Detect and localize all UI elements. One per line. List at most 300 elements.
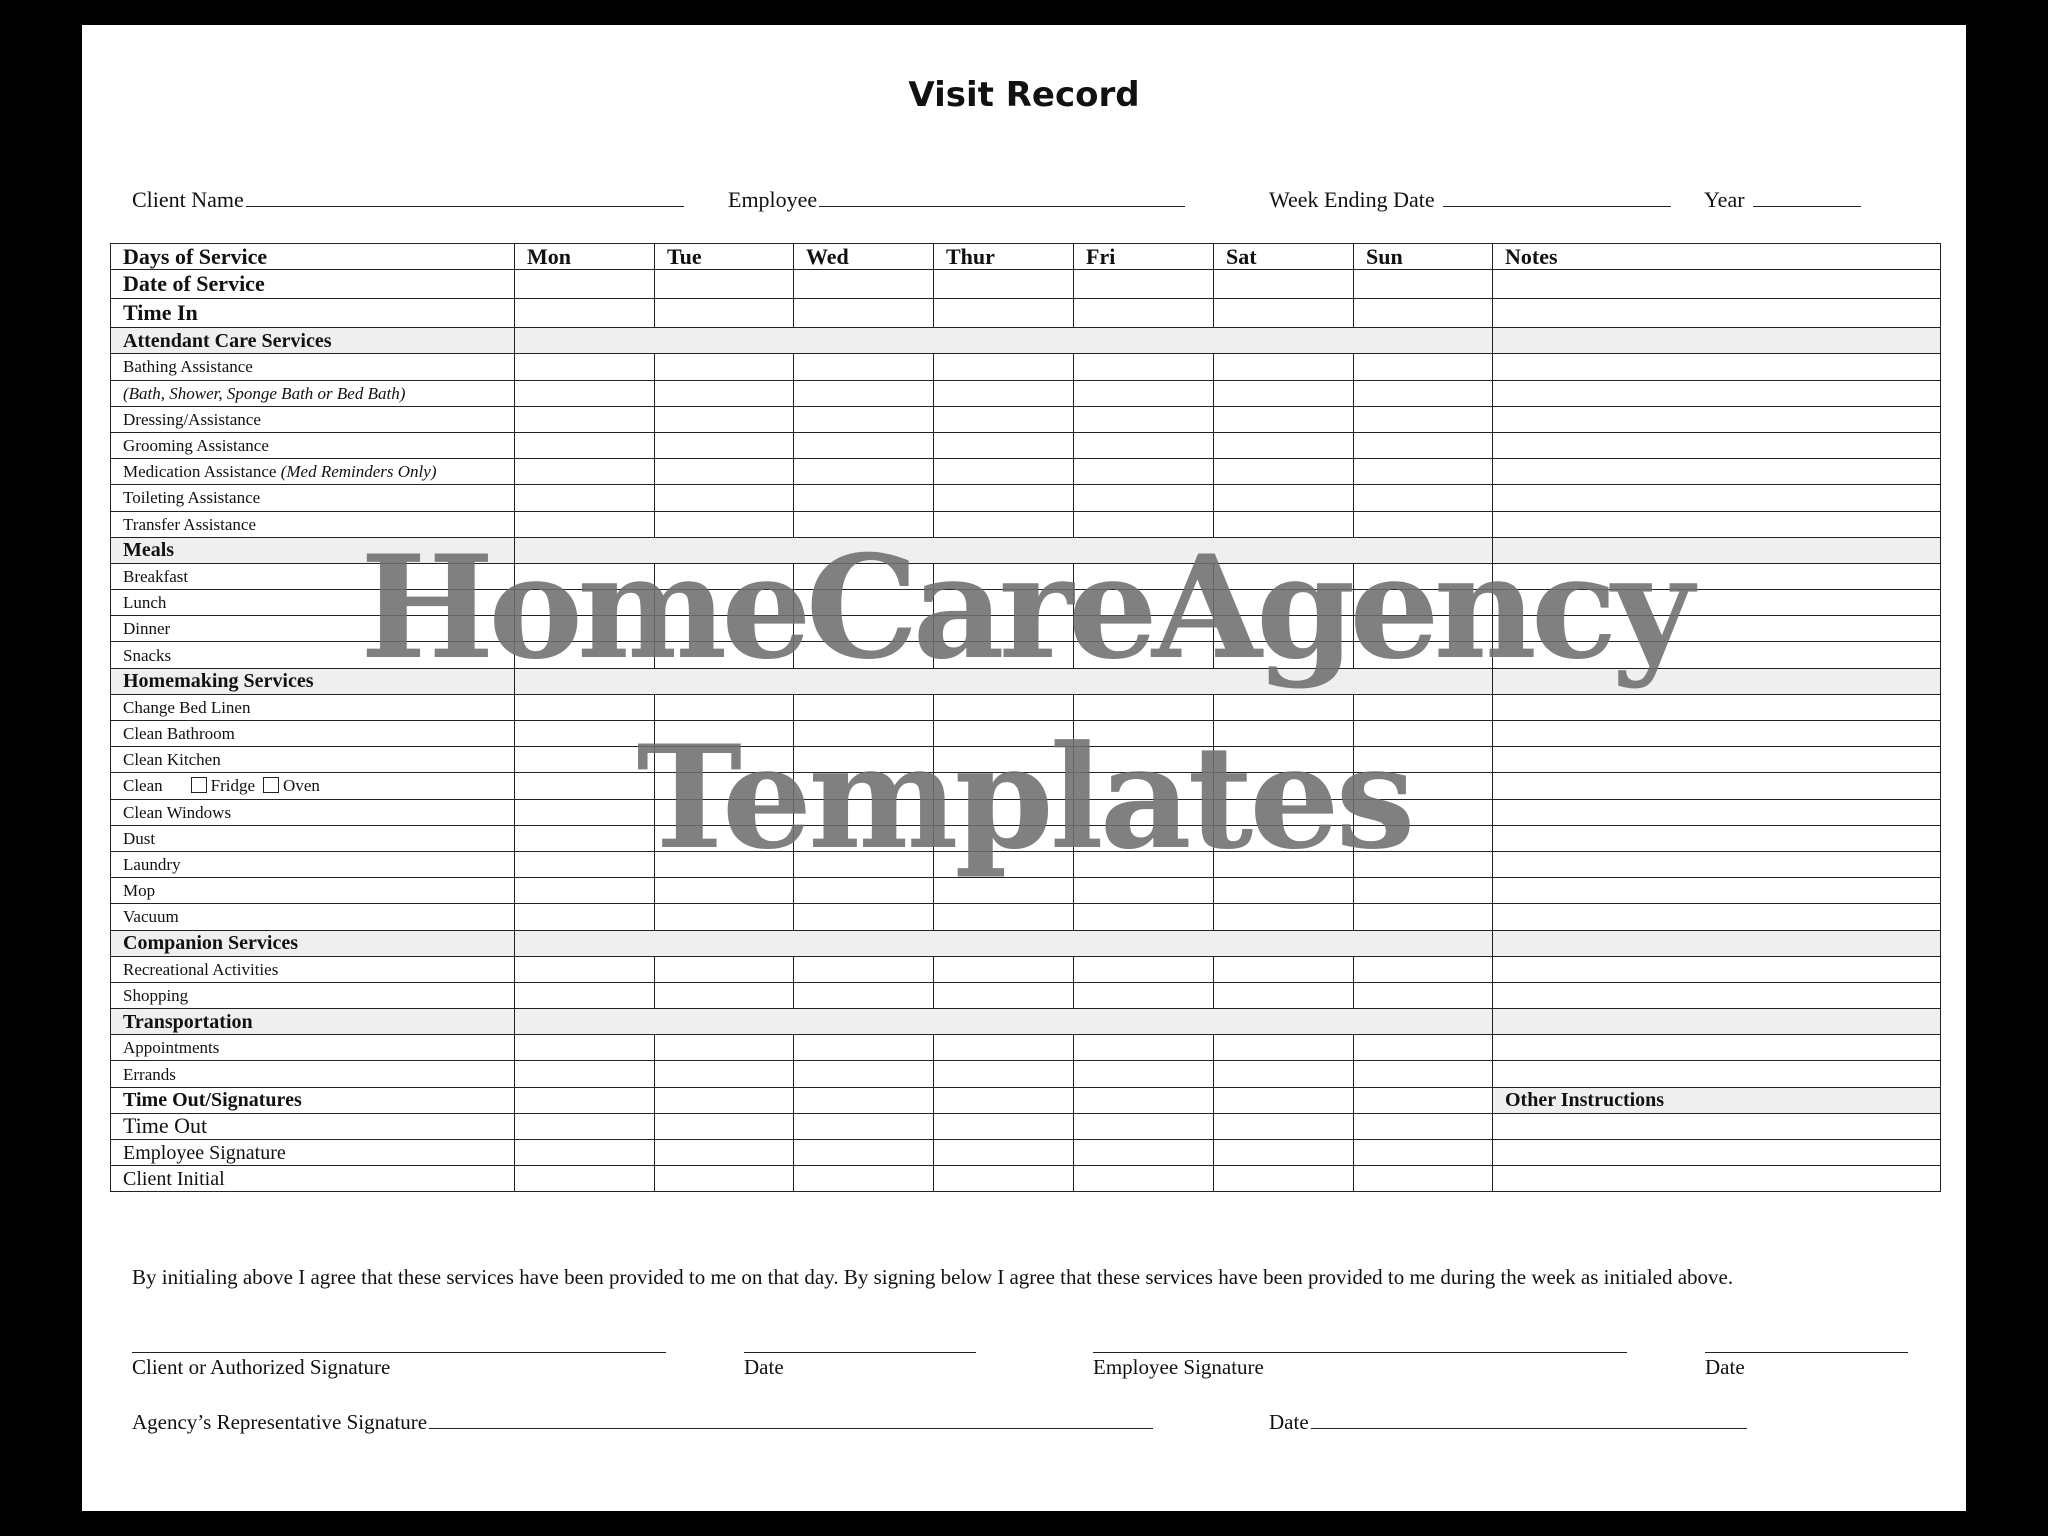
- row-date-of-service-tue-cell[interactable]: [655, 270, 794, 299]
- row-clean-bathroom-tue-cell[interactable]: [655, 721, 794, 747]
- row-breakfast-fri-cell[interactable]: [1074, 563, 1214, 589]
- row-dust-sat-cell[interactable]: [1214, 825, 1354, 851]
- row-medication-assistance-wed-cell[interactable]: [794, 459, 934, 485]
- row-snacks-wed-cell[interactable]: [794, 642, 934, 668]
- row-time-out-thur-cell[interactable]: [934, 1113, 1074, 1139]
- row-employee-signature-sat-cell[interactable]: [1214, 1140, 1354, 1166]
- row-mop-thur-cell[interactable]: [934, 878, 1074, 904]
- row-change-bed-linen-tue-cell[interactable]: [655, 694, 794, 720]
- final-section-day-cell[interactable]: [655, 1087, 794, 1113]
- final-section-day-cell[interactable]: [1074, 1087, 1214, 1113]
- table-row: [111, 354, 1941, 380]
- row-breakfast-mon-cell[interactable]: [515, 563, 655, 589]
- row-breakfast-thur-cell[interactable]: [934, 563, 1074, 589]
- row-vacuum-tue-cell[interactable]: [655, 904, 794, 930]
- row-vacuum-sat-cell[interactable]: [1214, 904, 1354, 930]
- row-shopping-wed-cell[interactable]: [794, 982, 934, 1008]
- row-recreational-activities-notes-cell[interactable]: [1493, 956, 1941, 982]
- row-appointments-mon-cell[interactable]: [515, 1035, 655, 1061]
- final-section-day-cell[interactable]: [1354, 1087, 1493, 1113]
- week-ending-date-line[interactable]: [1443, 188, 1671, 207]
- client-signature-line[interactable]: [132, 1352, 666, 1353]
- row-time-out-sat-cell[interactable]: [1214, 1113, 1354, 1139]
- row-clean-kitchen-fri-cell[interactable]: [1074, 747, 1214, 773]
- consent-statement: By initialing above I agree that these services have been provided to me on that day. By signing below I agree that these services have been provided to me during the week as initialed above.: [132, 1265, 1734, 1289]
- section-days-span: [515, 1009, 1493, 1035]
- row-mop-fri-cell[interactable]: [1074, 878, 1214, 904]
- row-clean-kitchen-wed-cell[interactable]: [794, 747, 934, 773]
- row--bath-shower-sponge-bath-or-bed-bath--notes-cell[interactable]: [1493, 380, 1941, 406]
- row-laundry-sun-cell[interactable]: [1354, 851, 1493, 877]
- row-shopping-sat-cell[interactable]: [1214, 982, 1354, 1008]
- row-errands-mon-cell[interactable]: [515, 1061, 655, 1087]
- row-time-out-fri-cell[interactable]: [1074, 1113, 1214, 1139]
- row-breakfast-tue-cell[interactable]: [655, 563, 794, 589]
- row-errands-fri-cell[interactable]: [1074, 1061, 1214, 1087]
- row-date-of-service-mon-cell[interactable]: [515, 270, 655, 299]
- row-clean-kitchen-sat-cell[interactable]: [1214, 747, 1354, 773]
- row-lunch-wed-cell[interactable]: [794, 590, 934, 616]
- row-label: [111, 851, 515, 877]
- agency-date-field[interactable]: [1269, 1410, 1747, 1435]
- row-recreational-activities-fri-cell[interactable]: [1074, 956, 1214, 982]
- row-recreational-activities-sun-cell[interactable]: [1354, 956, 1493, 982]
- final-section-day-cell[interactable]: [794, 1087, 934, 1113]
- row-medication-assistance-fri-cell[interactable]: [1074, 459, 1214, 485]
- row-clean-windows-fri-cell[interactable]: [1074, 799, 1214, 825]
- row--bath-shower-sponge-bath-or-bed-bath--wed-cell[interactable]: [794, 380, 934, 406]
- row-client-initial-mon-cell[interactable]: [515, 1166, 655, 1192]
- row-time-in-tue-cell[interactable]: [655, 299, 794, 328]
- row-recreational-activities-wed-cell[interactable]: [794, 956, 934, 982]
- row-shopping-notes-cell[interactable]: [1493, 982, 1941, 1008]
- row-date-of-service-wed-cell[interactable]: [794, 270, 934, 299]
- row-label-text: Breakfast: [123, 566, 189, 586]
- row-label: [111, 406, 515, 432]
- row-label: [111, 721, 515, 747]
- row-dressing-assistance-tue-cell[interactable]: [655, 406, 794, 432]
- column-header-days-of-service: Days of Service: [111, 244, 515, 270]
- row-breakfast-notes-cell[interactable]: [1493, 563, 1941, 589]
- row-appointments-wed-cell[interactable]: [794, 1035, 934, 1061]
- row-medication-assistance-notes-cell[interactable]: [1493, 459, 1941, 485]
- row-snacks-sun-cell[interactable]: [1354, 642, 1493, 668]
- row-grooming-assistance-sat-cell[interactable]: [1214, 432, 1354, 458]
- column-header-thur: Thur: [934, 244, 1074, 270]
- row-snacks-notes-cell[interactable]: [1493, 642, 1941, 668]
- row-dust-fri-cell[interactable]: [1074, 825, 1214, 851]
- row-toileting-assistance-wed-cell[interactable]: [794, 485, 934, 511]
- row-grooming-assistance-notes-cell[interactable]: [1493, 432, 1941, 458]
- row-date-of-service-sat-cell[interactable]: [1214, 270, 1354, 299]
- final-section-day-cell[interactable]: [1214, 1087, 1354, 1113]
- row-clean-kitchen-sun-cell[interactable]: [1354, 747, 1493, 773]
- row-client-initial-fri-cell[interactable]: [1074, 1166, 1214, 1192]
- row-mop-sat-cell[interactable]: [1214, 878, 1354, 904]
- row-employee-signature-thur-cell[interactable]: [934, 1140, 1074, 1166]
- row-clean-sat-cell[interactable]: [1214, 773, 1354, 799]
- row-time-in-fri-cell[interactable]: [1074, 299, 1214, 328]
- row-medication-assistance-thur-cell[interactable]: [934, 459, 1074, 485]
- row-grooming-assistance-thur-cell[interactable]: [934, 432, 1074, 458]
- row-client-initial-notes-cell[interactable]: [1493, 1166, 1941, 1192]
- row-grooming-assistance-wed-cell[interactable]: [794, 432, 934, 458]
- row-shopping-thur-cell[interactable]: [934, 982, 1074, 1008]
- row--bath-shower-sponge-bath-or-bed-bath--sat-cell[interactable]: [1214, 380, 1354, 406]
- row-label-text: Bathing Assistance: [123, 357, 253, 377]
- table-row: [111, 904, 1941, 930]
- row-label: Employee Signature: [111, 1140, 515, 1166]
- row--bath-shower-sponge-bath-or-bed-bath--tue-cell[interactable]: [655, 380, 794, 406]
- row-change-bed-linen-mon-cell[interactable]: [515, 694, 655, 720]
- row-shopping-sun-cell[interactable]: [1354, 982, 1493, 1008]
- row-mop-notes-cell[interactable]: [1493, 878, 1941, 904]
- row-shopping-fri-cell[interactable]: [1074, 982, 1214, 1008]
- year-line[interactable]: [1753, 188, 1861, 207]
- row-clean-windows-mon-cell[interactable]: [515, 799, 655, 825]
- row-vacuum-notes-cell[interactable]: [1493, 904, 1941, 930]
- row-label: [111, 1061, 515, 1087]
- row-dinner-wed-cell[interactable]: [794, 616, 934, 642]
- row-date-of-service-fri-cell[interactable]: [1074, 270, 1214, 299]
- row-recreational-activities-thur-cell[interactable]: [934, 956, 1074, 982]
- row-laundry-thur-cell[interactable]: [934, 851, 1074, 877]
- row-clean-kitchen-mon-cell[interactable]: [515, 747, 655, 773]
- employee-line[interactable]: [819, 188, 1185, 207]
- row-toileting-assistance-mon-cell[interactable]: [515, 485, 655, 511]
- row-clean-windows-sun-cell[interactable]: [1354, 799, 1493, 825]
- row-label-text: Vacuum: [123, 907, 179, 927]
- row-lunch-sat-cell[interactable]: [1214, 590, 1354, 616]
- row-date-of-service-sun-cell[interactable]: [1354, 270, 1493, 299]
- row-date-of-service-notes-cell[interactable]: [1493, 270, 1941, 299]
- row-clean-windows-tue-cell[interactable]: [655, 799, 794, 825]
- row-errands-notes-cell[interactable]: [1493, 1061, 1941, 1087]
- row-transfer-assistance-wed-cell[interactable]: [794, 511, 934, 537]
- row-time-in-mon-cell[interactable]: [515, 299, 655, 328]
- row--bath-shower-sponge-bath-or-bed-bath--mon-cell[interactable]: [515, 380, 655, 406]
- row-clean-windows-sat-cell[interactable]: [1214, 799, 1354, 825]
- row-change-bed-linen-fri-cell[interactable]: [1074, 694, 1214, 720]
- client-name-line[interactable]: [246, 188, 684, 207]
- row-laundry-sat-cell[interactable]: [1214, 851, 1354, 877]
- row-dinner-fri-cell[interactable]: [1074, 616, 1214, 642]
- row-vacuum-fri-cell[interactable]: [1074, 904, 1214, 930]
- row-lunch-fri-cell[interactable]: [1074, 590, 1214, 616]
- table-row: [111, 1035, 1941, 1061]
- row-client-initial-sat-cell[interactable]: [1214, 1166, 1354, 1192]
- document-page: [82, 25, 1966, 1511]
- row-clean-mon-cell[interactable]: [515, 773, 655, 799]
- row-label: [111, 956, 515, 982]
- row-dressing-assistance-sat-cell[interactable]: [1214, 406, 1354, 432]
- client-name-field[interactable]: [132, 187, 684, 213]
- row-bathing-assistance-tue-cell[interactable]: [655, 354, 794, 380]
- column-header-wed: Wed: [794, 244, 934, 270]
- row-grooming-assistance-sun-cell[interactable]: [1354, 432, 1493, 458]
- row-clean-bathroom-fri-cell[interactable]: [1074, 721, 1214, 747]
- row-dressing-assistance-thur-cell[interactable]: [934, 406, 1074, 432]
- row-time-in-notes-cell[interactable]: [1493, 299, 1941, 328]
- employee-signature-line[interactable]: [1093, 1352, 1627, 1353]
- row-errands-sun-cell[interactable]: [1354, 1061, 1493, 1087]
- agency-rep-signature-line[interactable]: [429, 1410, 1153, 1429]
- row-dinner-mon-cell[interactable]: [515, 616, 655, 642]
- row-appointments-fri-cell[interactable]: [1074, 1035, 1214, 1061]
- row-label: [111, 904, 515, 930]
- row-vacuum-sun-cell[interactable]: [1354, 904, 1493, 930]
- row-laundry-tue-cell[interactable]: [655, 851, 794, 877]
- week-ending-date-label: Week Ending Date: [1269, 187, 1435, 212]
- row-dinner-notes-cell[interactable]: [1493, 616, 1941, 642]
- table-header-row: [111, 244, 1941, 270]
- row-label-text: Dinner: [123, 619, 171, 639]
- row-employee-signature-sun-cell[interactable]: [1354, 1140, 1493, 1166]
- row-vacuum-thur-cell[interactable]: [934, 904, 1074, 930]
- row-errands-sat-cell[interactable]: [1214, 1061, 1354, 1087]
- row-transfer-assistance-sun-cell[interactable]: [1354, 511, 1493, 537]
- checkbox-fridge[interactable]: [191, 777, 207, 793]
- row-date-of-service-thur-cell[interactable]: [934, 270, 1074, 299]
- row-label-text: Lunch: [123, 593, 167, 613]
- row-clean-bathroom-sat-cell[interactable]: [1214, 721, 1354, 747]
- column-header-notes: Notes: [1493, 244, 1941, 270]
- row-errands-tue-cell[interactable]: [655, 1061, 794, 1087]
- row-dressing-assistance-mon-cell[interactable]: [515, 406, 655, 432]
- row-toileting-assistance-tue-cell[interactable]: [655, 485, 794, 511]
- row-clean-kitchen-thur-cell[interactable]: [934, 747, 1074, 773]
- row-snacks-mon-cell[interactable]: [515, 642, 655, 668]
- row-transfer-assistance-sat-cell[interactable]: [1214, 511, 1354, 537]
- row-vacuum-wed-cell[interactable]: [794, 904, 934, 930]
- row-appointments-thur-cell[interactable]: [934, 1035, 1074, 1061]
- agency-rep-signature-field[interactable]: [132, 1410, 1153, 1435]
- row-dressing-assistance-sun-cell[interactable]: [1354, 406, 1493, 432]
- row-breakfast-sun-cell[interactable]: [1354, 563, 1493, 589]
- row--bath-shower-sponge-bath-or-bed-bath--sun-cell[interactable]: [1354, 380, 1493, 406]
- row-mop-mon-cell[interactable]: [515, 878, 655, 904]
- row-clean-bathroom-notes-cell[interactable]: [1493, 721, 1941, 747]
- row-label: [111, 432, 515, 458]
- row-mop-sun-cell[interactable]: [1354, 878, 1493, 904]
- row-medication-assistance-sat-cell[interactable]: [1214, 459, 1354, 485]
- row-time-in-sat-cell[interactable]: [1214, 299, 1354, 328]
- row-clean-bathroom-sun-cell[interactable]: [1354, 721, 1493, 747]
- row-dressing-assistance-notes-cell[interactable]: [1493, 406, 1941, 432]
- row-dinner-tue-cell[interactable]: [655, 616, 794, 642]
- row-medication-assistance-tue-cell[interactable]: [655, 459, 794, 485]
- row-clean-sun-cell[interactable]: [1354, 773, 1493, 799]
- row-time-out-sun-cell[interactable]: [1354, 1113, 1493, 1139]
- row-client-initial-thur-cell[interactable]: [934, 1166, 1074, 1192]
- row-clean-tue-cell[interactable]: [655, 773, 794, 799]
- row-laundry-mon-cell[interactable]: [515, 851, 655, 877]
- row-clean-bathroom-thur-cell[interactable]: [934, 721, 1074, 747]
- row-time-out-mon-cell[interactable]: [515, 1113, 655, 1139]
- row-toileting-assistance-fri-cell[interactable]: [1074, 485, 1214, 511]
- row-clean-thur-cell[interactable]: [934, 773, 1074, 799]
- row-toileting-assistance-thur-cell[interactable]: [934, 485, 1074, 511]
- row-mop-tue-cell[interactable]: [655, 878, 794, 904]
- row-lunch-notes-cell[interactable]: [1493, 590, 1941, 616]
- row-laundry-wed-cell[interactable]: [794, 851, 934, 877]
- row-shopping-tue-cell[interactable]: [655, 982, 794, 1008]
- client-date-line[interactable]: [744, 1352, 976, 1353]
- row-label-text: Dressing/Assistance: [123, 409, 261, 429]
- row-dinner-sun-cell[interactable]: [1354, 616, 1493, 642]
- row-change-bed-linen-sun-cell[interactable]: [1354, 694, 1493, 720]
- section-header-row: [111, 328, 1941, 354]
- row-grooming-assistance-mon-cell[interactable]: [515, 432, 655, 458]
- row-mop-wed-cell[interactable]: [794, 878, 934, 904]
- row-clean-bathroom-mon-cell[interactable]: [515, 721, 655, 747]
- row-medication-assistance-sun-cell[interactable]: [1354, 459, 1493, 485]
- row-shopping-mon-cell[interactable]: [515, 982, 655, 1008]
- row-grooming-assistance-fri-cell[interactable]: [1074, 432, 1214, 458]
- row-bathing-assistance-mon-cell[interactable]: [515, 354, 655, 380]
- row-errands-wed-cell[interactable]: [794, 1061, 934, 1087]
- row-clean-wed-cell[interactable]: [794, 773, 934, 799]
- row-bathing-assistance-notes-cell[interactable]: [1493, 354, 1941, 380]
- row-medication-assistance-mon-cell[interactable]: [515, 459, 655, 485]
- row-snacks-sat-cell[interactable]: [1214, 642, 1354, 668]
- row-appointments-sat-cell[interactable]: [1214, 1035, 1354, 1061]
- row-snacks-thur-cell[interactable]: [934, 642, 1074, 668]
- row-clean-kitchen-tue-cell[interactable]: [655, 747, 794, 773]
- row-breakfast-wed-cell[interactable]: [794, 563, 934, 589]
- row--bath-shower-sponge-bath-or-bed-bath--fri-cell[interactable]: [1074, 380, 1214, 406]
- row-appointments-tue-cell[interactable]: [655, 1035, 794, 1061]
- table-row: [111, 851, 1941, 877]
- row-change-bed-linen-thur-cell[interactable]: [934, 694, 1074, 720]
- row-laundry-notes-cell[interactable]: [1493, 851, 1941, 877]
- row-change-bed-linen-wed-cell[interactable]: [794, 694, 934, 720]
- row-label-text: (Bath, Shower, Sponge Bath or Bed Bath): [123, 383, 406, 403]
- row-clean-windows-notes-cell[interactable]: [1493, 799, 1941, 825]
- row-recreational-activities-mon-cell[interactable]: [515, 956, 655, 982]
- employee-label: Employee: [728, 187, 818, 212]
- row-transfer-assistance-thur-cell[interactable]: [934, 511, 1074, 537]
- row-vacuum-mon-cell[interactable]: [515, 904, 655, 930]
- table-row: [111, 1061, 1941, 1087]
- row-employee-signature-wed-cell[interactable]: [794, 1140, 934, 1166]
- row-lunch-tue-cell[interactable]: [655, 590, 794, 616]
- row-errands-thur-cell[interactable]: [934, 1061, 1074, 1087]
- year-field[interactable]: [1704, 187, 1861, 213]
- table-row: [111, 590, 1941, 616]
- row-dust-sun-cell[interactable]: [1354, 825, 1493, 851]
- row-time-out-wed-cell[interactable]: [794, 1113, 934, 1139]
- row-bathing-assistance-thur-cell[interactable]: [934, 354, 1074, 380]
- row-laundry-fri-cell[interactable]: [1074, 851, 1214, 877]
- row-grooming-assistance-tue-cell[interactable]: [655, 432, 794, 458]
- table-row: [111, 825, 1941, 851]
- client-signature-label: Client or Authorized Signature: [132, 1355, 391, 1379]
- row-lunch-sun-cell[interactable]: [1354, 590, 1493, 616]
- week-ending-date-field[interactable]: [1269, 187, 1671, 213]
- row-change-bed-linen-notes-cell[interactable]: [1493, 694, 1941, 720]
- final-section-day-cell[interactable]: [934, 1087, 1074, 1113]
- row-dust-tue-cell[interactable]: [655, 825, 794, 851]
- agency-date-line[interactable]: [1311, 1410, 1747, 1429]
- client-name-label: Client Name: [132, 187, 244, 212]
- row-clean-bathroom-wed-cell[interactable]: [794, 721, 934, 747]
- row-employee-signature-fri-cell[interactable]: [1074, 1140, 1214, 1166]
- row-transfer-assistance-mon-cell[interactable]: [515, 511, 655, 537]
- section-days-span: [515, 668, 1493, 694]
- row-recreational-activities-sat-cell[interactable]: [1214, 956, 1354, 982]
- row-bathing-assistance-sat-cell[interactable]: [1214, 354, 1354, 380]
- row-clean-windows-thur-cell[interactable]: [934, 799, 1074, 825]
- row-label: Date of Service: [111, 270, 515, 299]
- row-employee-signature-notes-cell[interactable]: [1493, 1140, 1941, 1166]
- row-dust-notes-cell[interactable]: [1493, 825, 1941, 851]
- row-transfer-assistance-tue-cell[interactable]: [655, 511, 794, 537]
- watermark-line-1: HomeCareAgency: [360, 525, 1688, 691]
- row-clean-fri-cell[interactable]: [1074, 773, 1214, 799]
- row-snacks-fri-cell[interactable]: [1074, 642, 1214, 668]
- row-dust-thur-cell[interactable]: [934, 825, 1074, 851]
- row-toileting-assistance-sat-cell[interactable]: [1214, 485, 1354, 511]
- row-dressing-assistance-fri-cell[interactable]: [1074, 406, 1214, 432]
- row-recreational-activities-tue-cell[interactable]: [655, 956, 794, 982]
- row-transfer-assistance-notes-cell[interactable]: [1493, 511, 1941, 537]
- row-toileting-assistance-sun-cell[interactable]: [1354, 485, 1493, 511]
- row-dinner-sat-cell[interactable]: [1214, 616, 1354, 642]
- section-title: Time Out/Signatures: [111, 1087, 515, 1113]
- row-appointments-notes-cell[interactable]: [1493, 1035, 1941, 1061]
- row-breakfast-sat-cell[interactable]: [1214, 563, 1354, 589]
- visit-record-table: [110, 243, 1941, 1192]
- row-bathing-assistance-wed-cell[interactable]: [794, 354, 934, 380]
- row-bathing-assistance-fri-cell[interactable]: [1074, 354, 1214, 380]
- row-lunch-mon-cell[interactable]: [515, 590, 655, 616]
- row-clean-kitchen-notes-cell[interactable]: [1493, 747, 1941, 773]
- row-time-in-sun-cell[interactable]: [1354, 299, 1493, 328]
- row-time-out-notes-cell[interactable]: [1493, 1113, 1941, 1139]
- row-time-in-thur-cell[interactable]: [934, 299, 1074, 328]
- row-employee-signature-mon-cell[interactable]: [515, 1140, 655, 1166]
- row-snacks-tue-cell[interactable]: [655, 642, 794, 668]
- row-dressing-assistance-wed-cell[interactable]: [794, 406, 934, 432]
- employee-field[interactable]: [728, 187, 1185, 213]
- row-change-bed-linen-sat-cell[interactable]: [1214, 694, 1354, 720]
- row-clean-notes-cell[interactable]: [1493, 773, 1941, 799]
- row-lunch-thur-cell[interactable]: [934, 590, 1074, 616]
- row-label: [111, 799, 515, 825]
- row-client-initial-tue-cell[interactable]: [655, 1166, 794, 1192]
- row-time-in-wed-cell[interactable]: [794, 299, 934, 328]
- row--bath-shower-sponge-bath-or-bed-bath--thur-cell[interactable]: [934, 380, 1074, 406]
- row-label: [111, 694, 515, 720]
- final-section-day-cell[interactable]: [515, 1087, 655, 1113]
- row-time-out-tue-cell[interactable]: [655, 1113, 794, 1139]
- row-toileting-assistance-notes-cell[interactable]: [1493, 485, 1941, 511]
- row-dust-wed-cell[interactable]: [794, 825, 934, 851]
- row-appointments-sun-cell[interactable]: [1354, 1035, 1493, 1061]
- row-client-initial-sun-cell[interactable]: [1354, 1166, 1493, 1192]
- row-client-initial-wed-cell[interactable]: [794, 1166, 934, 1192]
- row-bathing-assistance-sun-cell[interactable]: [1354, 354, 1493, 380]
- row-dinner-thur-cell[interactable]: [934, 616, 1074, 642]
- row-employee-signature-tue-cell[interactable]: [655, 1140, 794, 1166]
- employee-date-line[interactable]: [1705, 1352, 1908, 1353]
- checkbox-oven[interactable]: [263, 777, 279, 793]
- row-transfer-assistance-fri-cell[interactable]: [1074, 511, 1214, 537]
- row-clean-windows-wed-cell[interactable]: [794, 799, 934, 825]
- row-label-text: Transfer Assistance: [123, 514, 256, 534]
- row-dust-mon-cell[interactable]: [515, 825, 655, 851]
